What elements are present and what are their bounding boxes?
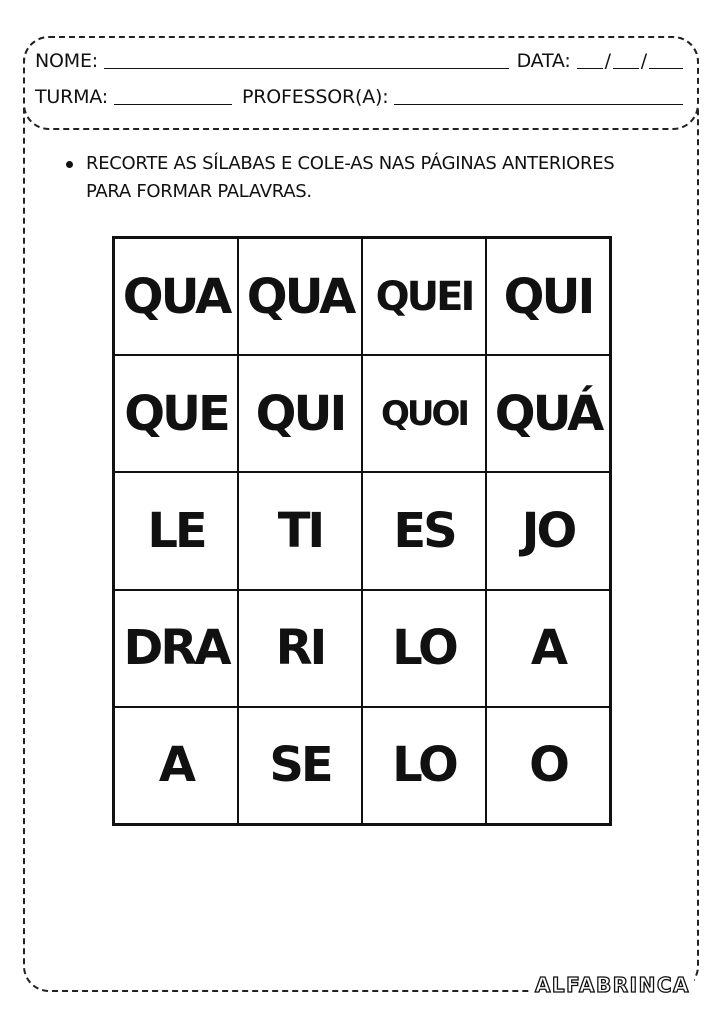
header-row-class-teacher — [35, 86, 683, 108]
name-label: NOME: — [35, 50, 98, 72]
syllable-card[interactable]: SE — [238, 707, 362, 824]
instruction — [66, 150, 646, 206]
syllable-card[interactable]: ES — [362, 472, 486, 589]
syllable-card[interactable]: A — [114, 707, 238, 824]
syllable-card[interactable]: LO — [362, 590, 486, 707]
date-separator: / — [604, 50, 611, 72]
brand-logo: ALFABRINCA — [531, 973, 694, 997]
syllable-card[interactable]: LO — [362, 707, 486, 824]
syllable-card[interactable]: A — [486, 590, 610, 707]
date-year-field[interactable] — [649, 50, 683, 69]
class-label: TURMA: — [35, 86, 108, 108]
teacher-field[interactable] — [394, 86, 683, 105]
syllable-card[interactable]: RI — [238, 590, 362, 707]
syllable-card[interactable]: O — [486, 707, 610, 824]
instruction-line-2: PARA FORMAR PALAVRAS. — [86, 181, 312, 202]
syllable-card[interactable]: TI — [238, 472, 362, 589]
syllable-card[interactable]: QUEI — [362, 238, 486, 355]
syllable-card[interactable]: DRA — [114, 590, 238, 707]
syllable-card[interactable]: QUA — [238, 238, 362, 355]
syllable-card[interactable]: QUE — [114, 355, 238, 472]
syllable-card[interactable]: LE — [114, 472, 238, 589]
date-label: DATA: — [516, 50, 571, 72]
instruction-text — [86, 150, 614, 206]
syllable-card[interactable]: QUOI — [362, 355, 486, 472]
header-row-name-date — [35, 50, 683, 72]
date-month-field[interactable] — [613, 50, 639, 69]
syllable-card[interactable]: JO — [486, 472, 610, 589]
syllable-card[interactable]: QUI — [486, 238, 610, 355]
syllable-card[interactable]: QUA — [114, 238, 238, 355]
bullet-icon — [66, 161, 73, 168]
date-separator: / — [640, 50, 647, 72]
syllable-card[interactable]: QUI — [238, 355, 362, 472]
instruction-line-1: RECORTE AS SÍLABAS E COLE-AS NAS PÁGINAS ANTERIORES — [86, 153, 615, 174]
date-day-field[interactable] — [577, 50, 603, 69]
header-box — [23, 36, 699, 130]
name-field[interactable] — [104, 50, 509, 69]
syllable-card[interactable]: QUÁ — [486, 355, 610, 472]
class-field[interactable] — [114, 86, 232, 105]
teacher-label: PROFESSOR(A): — [241, 86, 389, 108]
syllable-grid — [112, 236, 612, 826]
